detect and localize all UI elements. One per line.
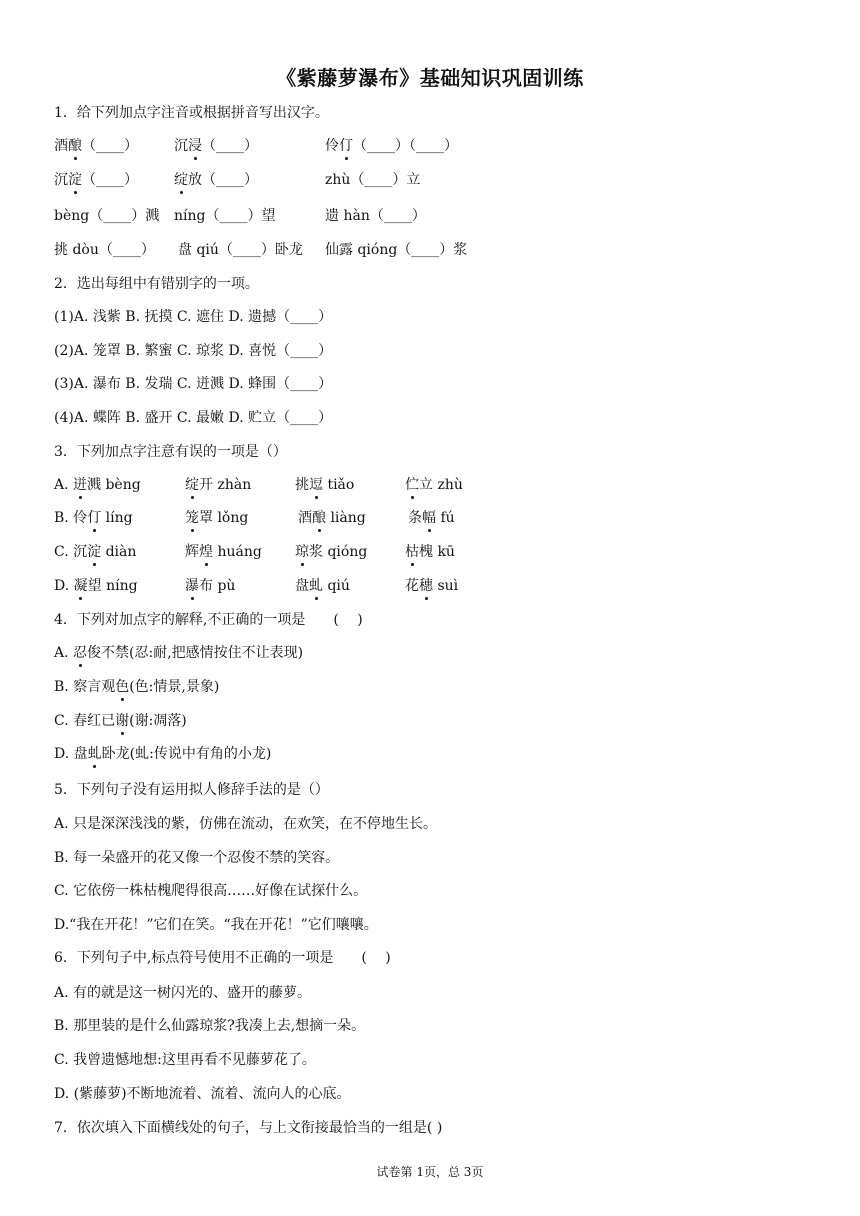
q1-row-3 bbox=[54, 206, 834, 226]
q3-item bbox=[54, 508, 133, 528]
text-fragment: 放（____） bbox=[188, 172, 258, 188]
text-fragment: 立 zhù bbox=[419, 477, 463, 493]
q1-item bbox=[54, 170, 138, 190]
emphasis-dot-char: 瀑 bbox=[185, 578, 199, 594]
text-fragment: 条 bbox=[408, 510, 422, 526]
text-fragment: D. bbox=[54, 578, 74, 594]
emphasis-dot-char: 淀 bbox=[87, 544, 102, 560]
q3-item bbox=[54, 475, 141, 495]
text-fragment: 俊不禁(忍:耐,把感情按住不让表现) bbox=[87, 645, 304, 661]
q1-item: bèng（____）溅 bbox=[54, 208, 160, 224]
text-fragment: 沉 bbox=[174, 138, 188, 154]
text-fragment: (谢:凋落) bbox=[129, 713, 187, 729]
q3-item bbox=[298, 508, 366, 528]
text-fragment: 沉 bbox=[54, 172, 68, 188]
q2-stem: 2．选出每组中有错别字的一项。 bbox=[54, 276, 259, 292]
text-fragment: 布 pù bbox=[199, 578, 236, 594]
text-fragment: huáng bbox=[213, 544, 262, 560]
text-fragment: C. 春红已 bbox=[54, 713, 116, 729]
q2-option-row: (1)A. 浅紫 B. 抚摸 C. 遮住 D. 遗撼（____） bbox=[54, 309, 333, 325]
q3-item bbox=[185, 475, 251, 495]
text-fragment: D. 盘 bbox=[54, 746, 88, 762]
text-fragment: diàn bbox=[101, 544, 137, 560]
q5-option-c: C. 它依傍一株枯槐爬得很高……好像在试探什么。 bbox=[54, 883, 368, 899]
text-fragment: 槐 kū bbox=[419, 544, 455, 560]
text-fragment: C. 沉 bbox=[54, 544, 88, 560]
q1-item bbox=[174, 136, 258, 156]
emphasis-dot-char: 仃 bbox=[87, 510, 102, 526]
text-fragment: tiǎo bbox=[323, 477, 355, 493]
text-fragment: líng bbox=[101, 510, 133, 526]
q3-item bbox=[54, 542, 136, 562]
q1-item: 盘 qiú（____）卧龙 bbox=[178, 242, 303, 258]
text-fragment: suì bbox=[433, 578, 459, 594]
emphasis-dot-char: 伫 bbox=[405, 477, 419, 493]
text-fragment: 卧龙(虬:传说中有角的小龙) bbox=[101, 746, 272, 762]
page-footer: 试卷第 1页，总 3页 bbox=[376, 1165, 484, 1179]
q1-item bbox=[325, 136, 458, 156]
emphasis-dot-char: 琼 bbox=[295, 544, 309, 560]
emphasis-dot-char: 忍 bbox=[73, 645, 88, 661]
q5-option-a: A. 只是深深浅浅的紫，仿佛在流动，在欢笑，在不停地生长。 bbox=[54, 816, 438, 832]
emphasis-dot-char: 酿 bbox=[68, 138, 82, 154]
q3-item bbox=[185, 508, 248, 528]
emphasis-dot-char: 幅 bbox=[422, 510, 436, 526]
text-fragment: A. bbox=[54, 477, 74, 493]
q1-item: 仙露 qióng（____）浆 bbox=[325, 242, 468, 258]
q5-option-b: B. 每一朵盛开的花又像一个忍俊不禁的笑容。 bbox=[54, 850, 340, 866]
q2-option-row: (3)A. 瀑布 B. 发瑞 C. 迸溅 D. 蜂围（____） bbox=[54, 376, 333, 392]
text-fragment: 挑 bbox=[295, 477, 309, 493]
emphasis-dot-char: 谢 bbox=[115, 713, 130, 729]
emphasis-dot-char: 酿 bbox=[312, 510, 326, 526]
q3-item bbox=[295, 576, 350, 596]
q3-item bbox=[405, 475, 463, 495]
text-fragment: （____） bbox=[202, 138, 258, 154]
q1-row-4 bbox=[54, 240, 834, 260]
emphasis-dot-char: 浸 bbox=[188, 138, 202, 154]
q2-option-row: (4)A. 蝶阵 B. 盛开 C. 最嫩 D. 贮立（____） bbox=[54, 410, 333, 426]
q4-stem: 4．下列对加点字的解释,不正确的一项是 ( ) bbox=[54, 612, 363, 628]
text-fragment: B. 伶 bbox=[54, 510, 88, 526]
q1-row-1 bbox=[54, 136, 834, 156]
text-fragment: 望 níng bbox=[87, 578, 138, 594]
q1-stem: 1．给下列加点字注音或根据拼音写出汉字。 bbox=[54, 105, 329, 121]
text-fragment: 开 zhàn bbox=[199, 477, 252, 493]
q5-option-d: D.“我在开花！”它们在笑。“我在开花！”它们嚷嚷。 bbox=[54, 917, 378, 933]
text-fragment: 酒 bbox=[54, 138, 68, 154]
q3-option-row bbox=[54, 475, 834, 495]
q4-option-c bbox=[54, 711, 187, 731]
q1-item bbox=[174, 170, 258, 190]
q1-item: 遗 hàn（____） bbox=[325, 208, 426, 224]
text-fragment: (色:情景,景象) bbox=[129, 679, 220, 695]
q3-item bbox=[405, 542, 455, 562]
q3-item bbox=[54, 576, 138, 596]
q1-item: zhù（____）立 bbox=[325, 172, 421, 188]
q6-option-a: A. 有的就是这一树闪光的、盛开的藤萝。 bbox=[54, 985, 312, 1001]
q3-option-row bbox=[54, 542, 834, 562]
q1-row-2 bbox=[54, 170, 834, 190]
emphasis-dot-char: 淀 bbox=[68, 172, 82, 188]
emphasis-dot-char: 笼 bbox=[185, 510, 199, 526]
q4-option-d bbox=[54, 744, 271, 764]
emphasis-dot-char: 凝 bbox=[73, 578, 88, 594]
q6-option-b: B. 那里装的是什么仙露琼浆?我凑上去,想摘一朵。 bbox=[54, 1018, 366, 1034]
q3-item bbox=[185, 542, 262, 562]
q6-stem: 6．下列句子中,标点符号使用不正确的一项是 ( ) bbox=[54, 950, 391, 966]
q1-item bbox=[54, 136, 138, 156]
text-fragment: 盘 bbox=[295, 578, 309, 594]
q3-item bbox=[408, 508, 455, 528]
emphasis-dot-char: 穗 bbox=[419, 578, 433, 594]
q1-item: 挑 dòu（____） bbox=[54, 242, 155, 258]
text-fragment: A. bbox=[54, 645, 74, 661]
emphasis-dot-char: 煌 bbox=[199, 544, 213, 560]
text-fragment: 伶 bbox=[325, 138, 339, 154]
text-fragment: 罩 lǒng bbox=[199, 510, 249, 526]
q3-item bbox=[295, 475, 354, 495]
q4-option-b bbox=[54, 677, 219, 697]
text-fragment: （____） bbox=[82, 138, 138, 154]
q6-option-c: C. 我曾遗憾地想:这里再看不见藤萝花了。 bbox=[54, 1052, 316, 1068]
q3-item bbox=[405, 576, 458, 596]
text-fragment: 浆 qióng bbox=[309, 544, 368, 560]
text-fragment: 溅 bèng bbox=[87, 477, 141, 493]
q3-item bbox=[295, 542, 367, 562]
q3-option-row bbox=[54, 508, 834, 528]
emphasis-dot-char: 虬 bbox=[309, 578, 323, 594]
emphasis-dot-char: 虬 bbox=[87, 746, 102, 762]
emphasis-dot-char: 迸 bbox=[73, 477, 88, 493]
q1-item: níng（____）望 bbox=[174, 208, 276, 224]
emphasis-dot-char: 色 bbox=[115, 679, 130, 695]
emphasis-dot-char: 枯 bbox=[405, 544, 419, 560]
q2-option-row: (2)A. 笼罩 B. 繁蜜 C. 琼浆 D. 喜悦（____） bbox=[54, 343, 333, 359]
emphasis-dot-char: 仃 bbox=[339, 138, 353, 154]
q4-option-a bbox=[54, 643, 303, 663]
text-fragment: fú bbox=[436, 510, 455, 526]
emphasis-dot-char: 绽 bbox=[174, 172, 188, 188]
text-fragment: qiú bbox=[323, 578, 350, 594]
q3-option-row bbox=[54, 576, 834, 596]
text-fragment: （____） bbox=[82, 172, 138, 188]
text-fragment: 酒 bbox=[298, 510, 312, 526]
q6-option-d: D. (紫藤萝)不断地流着、流着、流向人的心底。 bbox=[54, 1086, 351, 1102]
text-fragment: 辉 bbox=[185, 544, 199, 560]
q7-stem: 7．依次填入下面横线处的句子，与上文衔接最恰当的一组是( ) bbox=[54, 1120, 443, 1136]
q3-item bbox=[185, 576, 235, 596]
text-fragment: B. 察言观 bbox=[54, 679, 116, 695]
emphasis-dot-char: 逗 bbox=[309, 477, 323, 493]
q3-stem: 3．下列加点字注意有误的一项是（） bbox=[54, 444, 287, 460]
text-fragment: liàng bbox=[326, 510, 366, 526]
text-fragment: （____）（____） bbox=[353, 138, 458, 154]
page-title: 《紫藤萝瀑布》基础知识巩固训练 bbox=[276, 66, 584, 90]
text-fragment: 花 bbox=[405, 578, 419, 594]
q5-stem: 5．下列句子没有运用拟人修辞手法的是（） bbox=[54, 782, 329, 798]
emphasis-dot-char: 绽 bbox=[185, 477, 199, 493]
